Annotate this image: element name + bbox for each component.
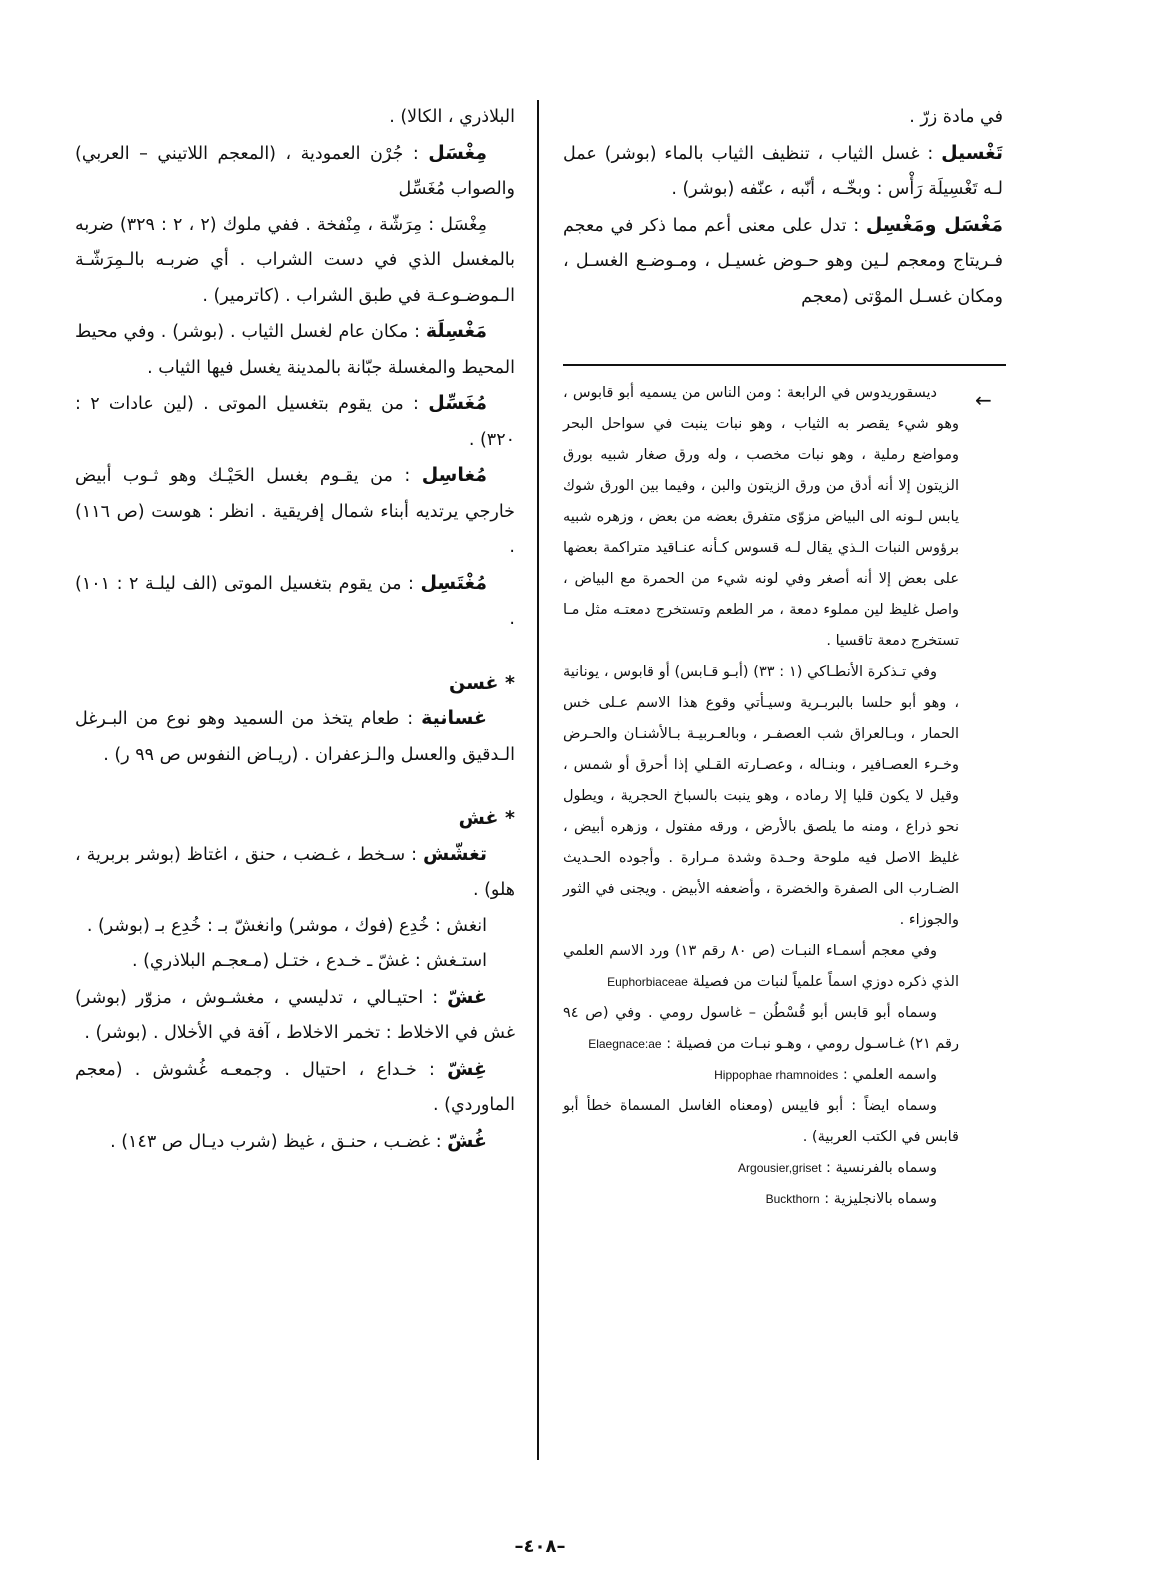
footnote-paragraph: وفي تـذكرة الأنطـاكي (١ : ٣٣) (أبـو قـابس) أو قابوس ، يونانية ، وهو أبو حلسا بالبربـرية وسيـأتي وقوع هذا الاسم عـلى خس الحمار ، وبـالعراق شب العصفـر ، وبالعـربيـة بـالأشنـان والحـرض وخـرء العصـافير ، وبنـاله ، وعصـارته القـلي إذا أحرق أو شمس ، وقيل لا يكون قليا إلا رماده ، وهو ينبت بالسباخ الحجرية ، ويطول نحو ذراع ، ومنه ما يلصق بالأرض ، ورقه مفتول ، وزهره أبيض ، غليظ الاصل فيه ملوحة وحـدة وشدة مـرارة . وأجوده الحـديث الضـارب الى الصفرة والخضرة ، وأضعفه الأبيض . ويجنى في الثور والجوزاء . xyxy=(563,664,959,928)
headword: مُغاسِل xyxy=(421,464,487,486)
headword: مُغَسِّل xyxy=(428,392,488,414)
headword: غسانية xyxy=(421,707,487,729)
footnote-paragraph: وفي معجم أسمـاء النبـات (ص ٨٠ رقم ١٣) ورد الاسم العلمي الذي ذكره دوزي اسماً علمياً لنبات من فصيلة Euphorbiaceae xyxy=(563,943,959,990)
footnote-paragraph: ديسقوريدوس في الرابعة : ومن الناس من يسميه أبو قابوس ، وهو شيء يقصر به الثياب ، وهو نبات ينبت في سواحل البحر ومواضع رملية ، وهو نبات مخصب ، وله ورق صغار شبيه بورق الزيتون إلا أنه أدق من ورق الزيتون والبن ، وفيما بين الورق شوك يابس لـونه الى البياض مزوّى متفرق بعضه من بعض ، وزهره شبيه برؤوس النبات الـذي يقال لـه قسوس كـأنه عنـاقيد متراكمة بعضها على بعض إلا أنه أصغر وفي لونه شيء من الحمرة مع البياض ، واصل غليظ لين مملوء دمعة ، مر الطعم وتستخرج دمعتـه مثل مـا تستخرج دمعة تاقسيا . xyxy=(563,385,959,649)
right-column xyxy=(563,100,1003,315)
headword: مِغْسَل xyxy=(428,141,487,164)
headword: تغشّش xyxy=(422,842,487,865)
right-entry-3: مَغْسَل ومَغْسِل : تدل على معنى أعم مما ذكر في معجم فـريتاج ومعجم لـين وهو حـوض غسيـل ، ومـوضـع الغسـل ، ومكان غسـل الموْتى (معجم xyxy=(563,213,1003,307)
left-column xyxy=(75,100,515,1160)
footnote-paragraph: وسماه أبو قابس أبو قُسْطُن – غاسول رومي . وفي (ص ٩٤ رقم ٢١) غـاسـول رومي ، وهـو نبـات من فصيلة : Elaegnace:ae xyxy=(563,1005,959,1052)
footnote-paragraph: وسماه بالفرنسية : Argousier,griset xyxy=(738,1160,937,1176)
latin-term: Argousier,griset xyxy=(738,1161,822,1175)
left-entry: غسانية : طعام يتخذ من السميد وهو نوع من البـرغل الـدقيق والعسل والـزعفران . (ريـاض النفوس ص ٩٩ ر) . xyxy=(75,707,515,765)
left-entry: مَغْسِلَة : مكان عام لغسل الثياب . (بوشر) . وفي محيط المحيط والمغسلة جبّانة بالمدينة يغسل فيها الثياب . xyxy=(75,320,515,378)
left-entry: مُغَسِّل : من يقوم بتغسيل الموتى . (لين عادات ٢ : ٣٢٠) . xyxy=(75,392,515,450)
column-divider xyxy=(537,100,539,1460)
page-number: –٤٠٨– xyxy=(514,1536,566,1557)
left-entry: استـغش : غشّ ـ خـدع ، ختـل (مـعجـم البلاذري) . xyxy=(131,951,487,971)
headword: غِشّ xyxy=(447,1057,487,1080)
section-heading: * غش xyxy=(458,807,515,829)
footnote-divider xyxy=(563,364,1006,366)
footnote-paragraph: وسماه بالانجليزية : Buckthorn xyxy=(765,1191,937,1207)
left-entry: مِغْسَل : مِرَشّة ، مِنْفخة . ففي ملوك (٢ ، ٢ : ٣٢٩) ضربه بالمغسل الذي في دست الشراب . أي ضربـه بالـمِرَشّـة الـموضـوعـة في طبق الشراب . (كاترمير) . xyxy=(75,214,515,306)
latin-term: Hippophae rhamnoides xyxy=(714,1068,839,1082)
left-entry: مُغاسِل : من يقـوم بغسل الحَيْـك وهو ثـوب أبيض خارجي يرتديه أبناء شمال إفريقية . انظر : هوست (ص ١١٦) . xyxy=(75,464,515,557)
headword: غشّ xyxy=(447,985,487,1008)
left-entry: غِشّ : خـداع ، احتيال . وجمعـه غُشوش . (معجم الماوردي) . xyxy=(75,1057,515,1115)
left-entry: غشّ : احتيـالي ، تدليسي ، مغشـوش ، مزوّر (بوشر) غش في الاخلاط : تخمر الاخلاط ، آفة في الأخلال . (بوشر) . xyxy=(75,985,515,1043)
left-entry: تغشّش : سـخط ، غـضب ، حنق ، اغتاظ (بوشر بربرية ، هلو) . xyxy=(75,842,515,900)
latin-term: Elaegnace:ae xyxy=(588,1037,662,1051)
right-entry-2: تَغْسيل : غسل الثياب ، تنظيف الثياب بالماء (بوشر) عمل لـه تَغْسِيلَة رَأْس : وبخّـه ، أنّبه ، عنّفه (بوشر) . xyxy=(563,141,1003,199)
footnotes xyxy=(563,378,959,1215)
headword: مَغْسَل ومَغْسِل xyxy=(865,213,1003,236)
left-entry: مِغْسَل : جُرْن العمودية ، (المعجم اللاتيني – العربي) والصواب مُغَسِّل xyxy=(75,141,515,199)
headword: مَغْسِلَة xyxy=(425,320,487,342)
continuation-arrow-icon: ← xyxy=(975,388,992,412)
section-heading: * غسن xyxy=(449,671,515,694)
right-entry-1: في مادة زرّ . xyxy=(909,107,1003,127)
headword: مُغْتَسِل xyxy=(420,571,487,594)
left-entry: مُغْتَسِل : من يقوم بتغسيل الموتى (الف ليلـة ٢ : ١٠١) . xyxy=(75,571,515,629)
footnote-paragraph: واسمه العلمي : Hippophae rhamnoides xyxy=(714,1067,937,1083)
footnote-paragraph: وسماه ايضاً : أبو فاييس (ومعناه الغاسل المسماة خطأ أبو قابس في الكتب العربية) . xyxy=(563,1098,959,1145)
headword: تَغْسيل xyxy=(941,141,1003,164)
left-entry: غُشّ : غضـب ، حنـق ، غيظ (شرب ديـال ص ١٤٣) . xyxy=(110,1129,487,1152)
headword: غُشّ xyxy=(447,1129,487,1152)
left-entry: انغش : خُدِع (فوك ، موشر) وانغشّ بـ : خُدِع بـ (بوشر) . xyxy=(86,915,487,936)
latin-term: Euphorbiaceae xyxy=(607,975,688,989)
latin-term: Buckthorn xyxy=(765,1192,820,1206)
continued-text: البلاذري ، الكالا) . xyxy=(389,107,515,127)
